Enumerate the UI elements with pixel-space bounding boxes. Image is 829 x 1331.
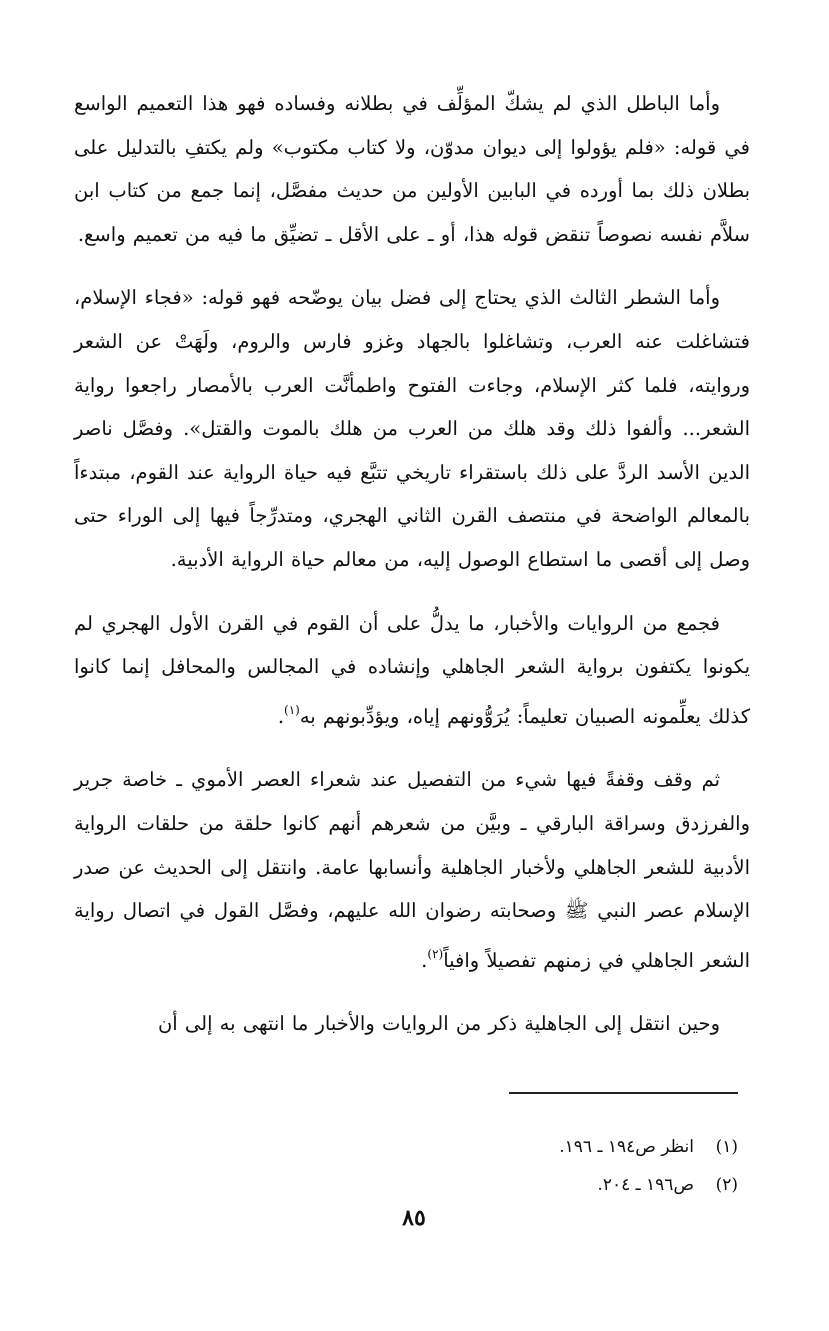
footnotes (400, 1128, 738, 1204)
paragraph-3-text: فجمع من الروايات والأخبار، ما يدلُّ على أن القوم في القرن الأول الهجري لم يكونوا يكتفون برواية الشعر الجاهلي وإنشاده في المجالس والمحافل إنما كانوا كذلك يعلِّمونه الصبيان تعليماً: يُرَوُّونهم إياه، ويؤدِّبونهم به (74, 611, 750, 728)
footnote-2 (400, 1166, 738, 1204)
page-number: ٨٥ (402, 1205, 426, 1231)
footnote-2-text: ص١٩٦ ـ ٢٠٤. (597, 1175, 694, 1195)
paragraph-3 (74, 602, 750, 739)
paragraph-4-text: ثم وقف وقفةً فيها شيء من التفصيل عند شعراء العصر الأموي ـ خاصة جرير والفرزدق وسراقة البارقي ـ وبيَّن من شعرهم أنهم كانوا حلقة من حلقات الرواية الأدبية للشعر الجاهلي ولأخبار الجاهلية وأنسابها عامة. وانتقل إلى الحديث عن صدر الإسلام عصر النبي ﷺ وصحابته رضوان الله عليهم، وفصَّل القول في اتصال رواية الشعر الجاهلي في زمنهم تفصيلاً وافياً (74, 768, 750, 972)
paragraph-4 (74, 758, 750, 982)
footnote-1 (400, 1128, 738, 1166)
footnote-1-number: (١) (715, 1137, 738, 1157)
footnote-divider (509, 1092, 738, 1094)
page-body (74, 82, 750, 1066)
paragraph-2: وأما الشطر الثالث الذي يحتاج إلى فضل بيان يوضّحه فهو قوله: «فجاء الإسلام، فتشاغلت عنه العرب، وتشاغلوا بالجهاد وغزو فارس والروم، ولَهَتْ عن الشعر وروايته، فلما كثر الإسلام، وجاءت الفتوح واطمأنَّت العرب بالأمصار راجعوا رواية الشعر... وألفوا ذلك وقد هلك من العرب من هلك بالموت والقتل». وفصَّل ناصر الدين الأسد الردَّ على ذلك باستقراء تاريخي تتبَّع فيه حياة الرواية عند القوم، مبتدءاً بالمعالم الواضحة في منتصف القرن الثاني الهجري، ومتدرِّجاً فيها إلى الوراء حتى وصل إلى أقصى ما استطاع الوصول إليه، من معالم حياة الرواية الأدبية. (74, 286, 750, 571)
footnote-ref-1: (١) (284, 702, 300, 717)
paragraph-1: وأما الباطل الذي لم يشكّ المؤلِّف في بطلانه وفساده فهو هذا التعميم الواسع في قوله: «فلم يؤولوا إلى ديوان مدوّن، ولا كتاب مكتوب» ولم يكتفِ بالتدليل على بطلان ذلك بما أورده في البابين الأولين من حديث مفصَّل، إنما جمع من كتاب ابن سلاَّم نفسه نصوصاً تنقض قوله هذا، أو ـ على الأقل ـ تضيِّق ما فيه من تعميم واسع. (74, 92, 750, 246)
footnote-1-text: انظر ص١٩٤ ـ ١٩٦. (559, 1137, 694, 1157)
footnote-ref-2: (٢) (427, 946, 444, 961)
footnote-2-number: (٢) (715, 1175, 738, 1195)
paragraph-4-end: . (421, 948, 428, 972)
paragraph-3-end: . (277, 704, 285, 728)
paragraph-5: وحين انتقل إلى الجاهلية ذكر من الروايات والأخبار ما انتهى به إلى أن (157, 1012, 720, 1036)
